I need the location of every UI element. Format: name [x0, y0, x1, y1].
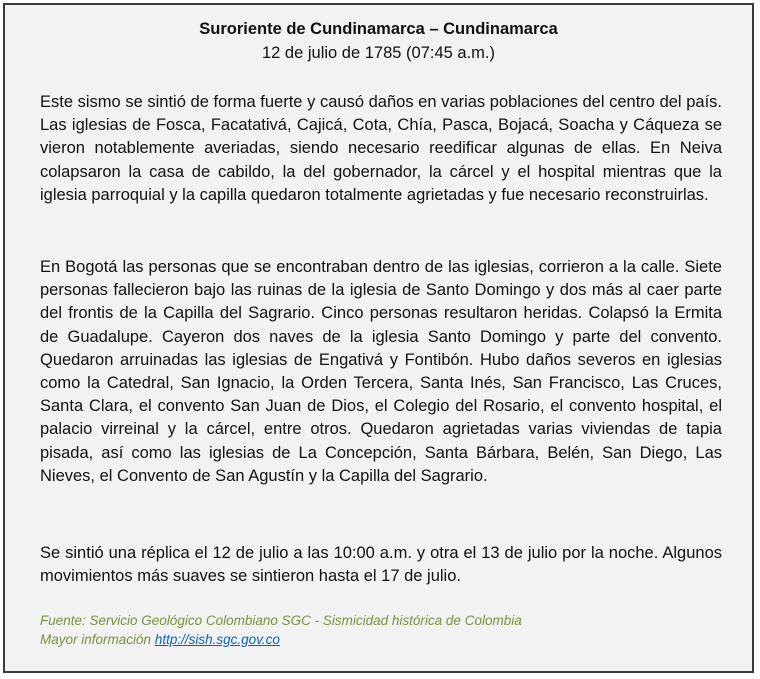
source-citation: Fuente: Servicio Geológico Colombiano SGC - Sismicidad histórica de Colombia — [40, 613, 522, 628]
description-paragraph-3: Se sintió una réplica el 12 de julio a las 10:00 a.m. y otra el 13 de julio por la noche. Algunos movimientos más suaves se sintieron hasta el 17 de julio. — [40, 544, 722, 586]
description-paragraph-1: Este sismo se sintió de forma fuerte y causó daños en varias poblaciones del centro del país. Las iglesias de Fosca, Facatativá, Cajicá, Cota, Chía, Pasca, Bojacá, Soacha y Cáqueza se vieron notablemente averiadas, siendo necesario reedificar algunas de ellas. En Neiva colapsaron la casa de cabildo, la del gobernador, la cárcel y el hospital mientras que la iglesia parroquial y la capilla quedaron totalmente agrietadas y fue necesario reconstruirlas. — [40, 93, 722, 204]
earthquake-info-card — [3, 3, 754, 673]
event-date: 12 de julio de 1785 (07:45 a.m.) — [262, 44, 495, 62]
more-info-line — [40, 630, 280, 649]
more-info-label: Mayor información — [40, 632, 152, 647]
event-title: Suroriente de Cundinamarca – Cundinamarca — [199, 20, 558, 38]
more-info-link[interactable]: http://sish.sgc.gov.co — [154, 632, 280, 647]
description-paragraph-2: En Bogotá las personas que se encontraban dentro de las iglesias, corrieron a la calle. Siete personas fallecieron bajo las ruinas de la iglesia de Santo Domingo y dos más al caer parte del frontis de la Capilla del Sagrario. Cinco personas resultaron heridas. Colapsó la Ermita de Guadalupe. Cayeron dos naves de la iglesia Santo Domingo y parte del convento. Quedaron arruinadas las iglesias de Engativá y Fontibón. Hubo daños severos en iglesias como la Catedral, San Ignacio, la Orden Tercera, Santa Inés, San Francisco, Las Cruces, Santa Clara, el convento San Juan de Dios, el Colegio del Rosario, el convento hospital, el palacio virreinal y la cárcel, entre otros. Quedaron agrietadas varias viviendas de tapia pisada, así como las iglesias de La Concepción, Santa Bárbara, Belén, San Diego, Las Nieves, el Convento de San Agustín y la Capilla del Sagrario. — [40, 258, 722, 485]
